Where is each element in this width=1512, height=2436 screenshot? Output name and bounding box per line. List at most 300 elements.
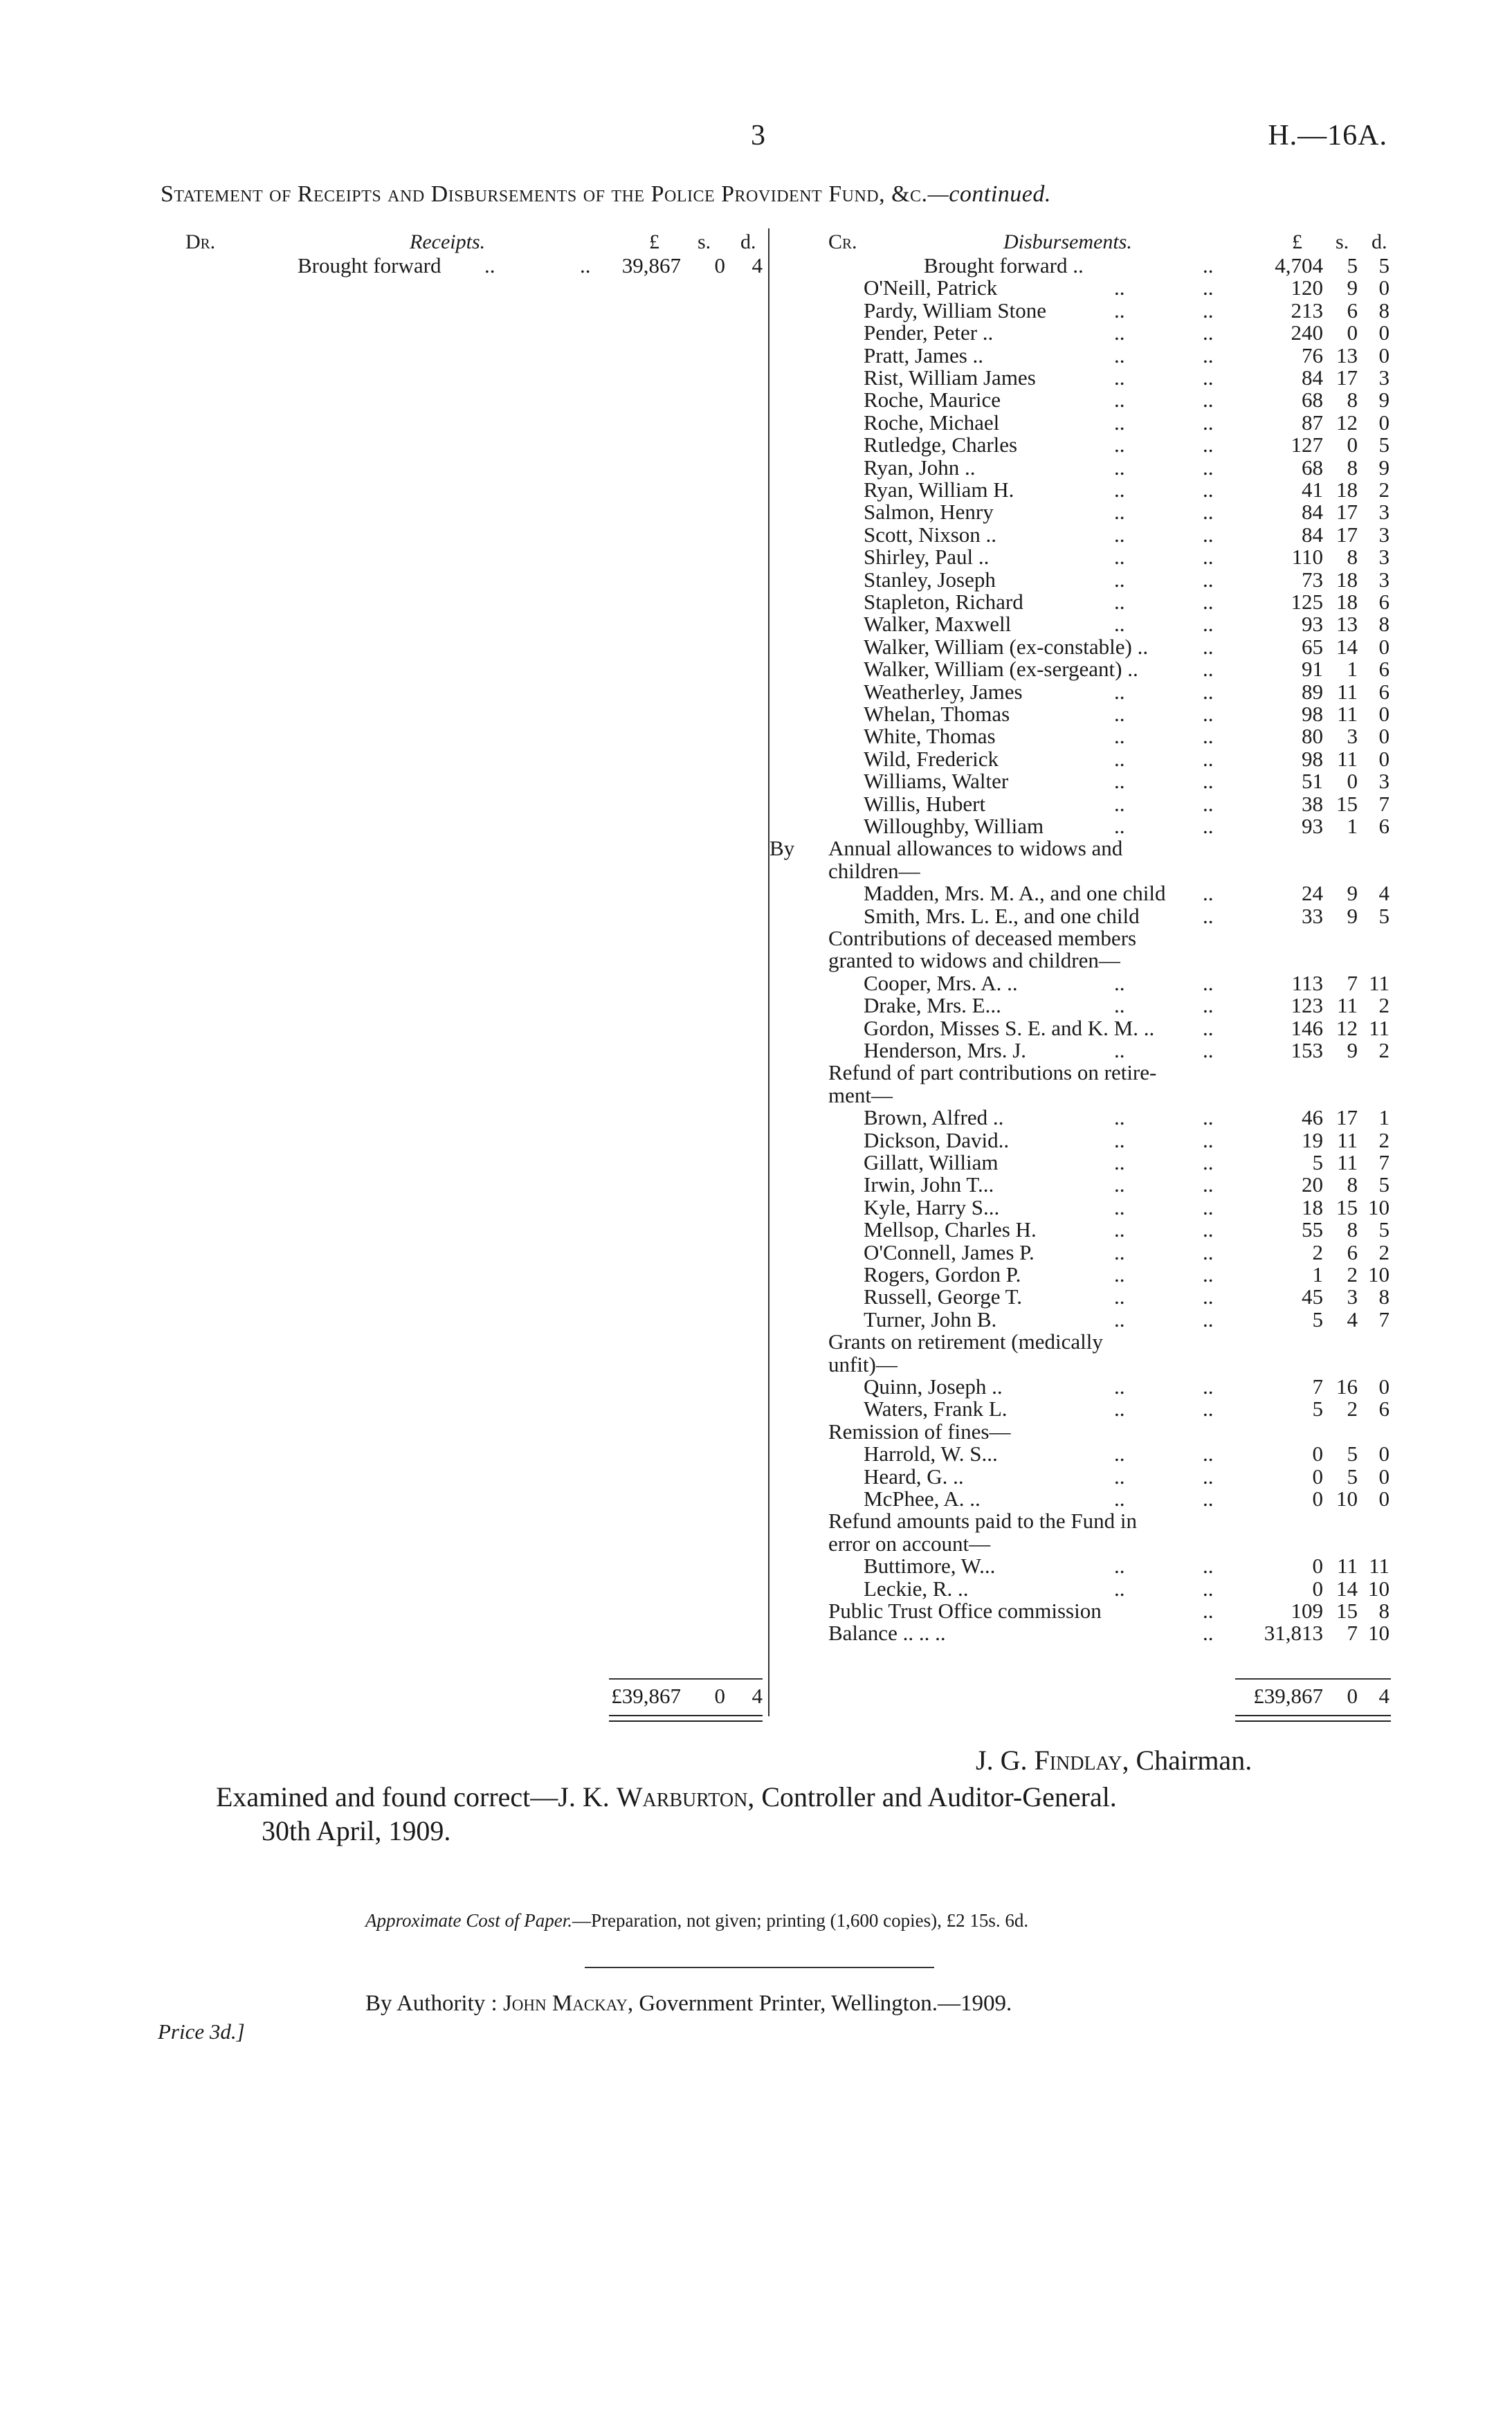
leader-dots: .. <box>1114 1576 1125 1601</box>
amount-pounds: 20 <box>1302 1172 1323 1197</box>
disbursement-row <box>0 635 1512 657</box>
leader-dots: .. <box>1203 679 1214 704</box>
disbursement-label: Walker, William (ex-sergeant) .. <box>864 657 1138 682</box>
leader-dots: .. <box>1114 500 1125 525</box>
leader-dots: .. <box>1203 522 1214 547</box>
amount-pounds: 80 <box>1302 724 1323 749</box>
disbursement-row <box>0 1464 1512 1487</box>
amount-pence: 3 <box>1378 522 1390 547</box>
amount-pence: 1 <box>1378 1105 1390 1130</box>
amount-pounds: 2 <box>1312 1239 1323 1264</box>
amount-pounds: 93 <box>1302 612 1323 637</box>
disbursement-label: Shirley, Paul .. <box>864 545 990 570</box>
amount-shillings: 5 <box>1347 253 1358 278</box>
amount-shillings: 1 <box>1347 657 1358 682</box>
disbursement-label: unfit)— <box>828 1352 898 1376</box>
disbursement-row <box>0 433 1512 455</box>
disbursement-row <box>0 1195 1512 1218</box>
disbursement-heading-row <box>0 859 1512 882</box>
leader-dots: .. <box>1203 410 1214 435</box>
disbursement-row <box>0 724 1512 747</box>
amount-pence: 0 <box>1378 1374 1390 1399</box>
disbursement-heading-row <box>0 1083 1512 1106</box>
disbursement-label: Quinn, Joseph .. <box>864 1374 1003 1399</box>
disbursement-row <box>0 1599 1512 1621</box>
disbursement-label: Harrold, W. S... <box>864 1442 998 1466</box>
amount-pence: 11 <box>1369 1554 1390 1579</box>
amount-shillings: 9 <box>1347 903 1358 928</box>
disbursement-row <box>0 1307 1512 1330</box>
amount-shillings: 8 <box>1347 1217 1358 1242</box>
page-title <box>161 181 1392 208</box>
amount-pence: 3 <box>1378 769 1390 794</box>
disbursement-row <box>0 769 1512 792</box>
amount-shillings: 15 <box>1336 1194 1358 1219</box>
disbursement-row <box>0 792 1512 815</box>
amount-pence: 2 <box>1378 1239 1390 1264</box>
amount-pence: 0 <box>1378 702 1390 726</box>
disbursement-row <box>0 904 1512 927</box>
amount-pence: 2 <box>1378 1038 1390 1062</box>
amount-pounds: 213 <box>1291 298 1323 322</box>
amount-shillings: 11 <box>1337 1127 1358 1152</box>
leader-dots: .. <box>1114 1150 1125 1174</box>
amount-pence: 10 <box>1368 1194 1390 1219</box>
disbursement-label: White, Thomas <box>864 724 996 749</box>
amount-pence: 8 <box>1378 1599 1390 1623</box>
debit-label: Dr. <box>185 230 216 253</box>
disbursement-row <box>0 881 1512 904</box>
disbursement-label: children— <box>828 858 920 883</box>
leader-dots: .. <box>1114 410 1125 435</box>
amount-pounds: 146 <box>1291 1015 1323 1040</box>
amount-shillings: 2 <box>1347 1262 1358 1287</box>
amount-pounds: 73 <box>1302 567 1323 592</box>
leader-dots: .. <box>1203 545 1214 570</box>
disbursement-heading-row <box>0 1060 1512 1083</box>
amount-pence: 0 <box>1378 1464 1390 1489</box>
title-suffix: —continued. <box>927 181 1051 207</box>
leader-dots: .. <box>1203 275 1214 300</box>
receipts-sum-rule <box>609 1678 763 1680</box>
disbursement-row <box>0 343 1512 366</box>
disbursement-row <box>0 971 1512 994</box>
disbursement-row <box>0 1442 1512 1464</box>
leader-dots: .. <box>1203 1127 1214 1152</box>
disbursement-label: Pender, Peter .. <box>864 320 994 345</box>
leader-dots: .. <box>1114 522 1125 547</box>
chairman-name: J. G. Findlay, <box>976 1745 1129 1776</box>
disbursement-label: Cooper, Mrs. A. .. <box>864 970 1018 995</box>
disbursement-row <box>0 545 1512 570</box>
disbursement-label: Waters, Frank L. <box>864 1397 1008 1421</box>
disbursement-row <box>0 365 1512 388</box>
amount-pounds: 46 <box>1302 1105 1323 1130</box>
audit-date: 30th April, 1909. <box>262 1815 451 1846</box>
amount-shillings: 7 <box>1347 970 1358 995</box>
disbursement-label: Roche, Michael <box>864 410 1000 435</box>
disbursement-label: Kyle, Harry S... <box>864 1194 1000 1219</box>
leader-dots: .. <box>1203 814 1214 838</box>
amount-shillings: 11 <box>1337 1554 1358 1579</box>
leader-dots: .. <box>1114 1442 1125 1466</box>
amount-shillings: 3 <box>1347 724 1358 749</box>
leader-dots: .. <box>1114 545 1125 570</box>
disbursement-label: Walker, William (ex-constable) .. <box>864 634 1149 659</box>
amount-shillings: 1 <box>1347 814 1358 838</box>
amount-pounds: 87 <box>1302 410 1323 435</box>
disbursement-label: Pardy, William Stone <box>864 298 1046 322</box>
disbursement-row <box>0 410 1512 433</box>
amount-pounds: 84 <box>1302 365 1323 390</box>
amount-shillings: 11 <box>1337 702 1358 726</box>
amount-shillings: 12 <box>1336 1015 1358 1040</box>
amount-pounds: 24 <box>1302 881 1323 906</box>
leader-dots: .. <box>1203 746 1214 771</box>
leader-dots: .. <box>1203 1397 1214 1421</box>
disbursement-label: Annual allowances to widows and <box>828 836 1123 861</box>
leader-dots: .. <box>1203 478 1214 502</box>
disbursement-row <box>0 1240 1512 1263</box>
disbursement-row <box>0 1374 1512 1397</box>
leader-dots: .. <box>1114 746 1125 771</box>
leader-dots: .. <box>1114 791 1125 816</box>
disbursement-label: Rist, William James <box>864 365 1036 390</box>
amount-shillings: 8 <box>1347 455 1358 480</box>
disbursement-label: ment— <box>828 1082 893 1107</box>
disbursement-row <box>0 567 1512 590</box>
disbursement-label: Pratt, James .. <box>864 343 984 367</box>
amount-pence: 3 <box>1378 545 1390 570</box>
audit-suffix: Controller and Auditor-General. <box>754 1781 1117 1812</box>
amount-shillings: 11 <box>1337 746 1358 771</box>
disbursement-row <box>0 1487 1512 1509</box>
leader-dots: .. <box>1114 1374 1125 1399</box>
leader-dots: .. <box>1114 1194 1125 1219</box>
amount-pence: 0 <box>1378 746 1390 771</box>
leader-dots: .. <box>1203 1194 1214 1219</box>
amount-pence: 3 <box>1378 500 1390 525</box>
cost-label: Approximate Cost of Paper. <box>365 1910 572 1931</box>
disbursement-label: Scott, Nixson .. <box>864 522 997 547</box>
disbursements-total-pence: 4 <box>1378 1684 1390 1708</box>
audit-statement <box>216 1781 1117 1813</box>
disbursement-row <box>0 1150 1512 1173</box>
amount-shillings: 9 <box>1347 1038 1358 1062</box>
amount-pounds: 68 <box>1302 388 1323 412</box>
disbursement-label: Refund of part contributions on retire- <box>828 1060 1157 1085</box>
amount-pence: 3 <box>1378 567 1390 592</box>
cost-text: —Preparation, not given; printing (1,600 copies), £2 15s. 6d. <box>572 1910 1029 1931</box>
amount-shillings: 3 <box>1347 1284 1358 1309</box>
amount-pounds: 89 <box>1302 679 1323 704</box>
amount-pence: 2 <box>1378 1127 1390 1152</box>
amount-pounds: 7 <box>1312 1374 1323 1399</box>
disbursement-label: Ryan, William H. <box>864 478 1014 502</box>
amount-pence: 0 <box>1378 1442 1390 1466</box>
disbursement-row <box>0 455 1512 478</box>
amount-pounds: 41 <box>1302 478 1323 502</box>
disbursement-label: Drake, Mrs. E... <box>864 993 1001 1018</box>
leader-dots: .. <box>1114 1554 1125 1579</box>
disbursement-row <box>0 1576 1512 1599</box>
leader-dots: .. <box>1203 769 1214 794</box>
leader-dots: .. <box>1203 1554 1214 1579</box>
amount-shillings: 14 <box>1336 634 1358 659</box>
leader-dots: .. <box>1203 1374 1214 1399</box>
amount-pounds: 110 <box>1291 545 1323 570</box>
leader-dots: .. <box>1114 365 1125 390</box>
amount-pounds: 19 <box>1302 1127 1323 1152</box>
receipts-total-shillings: 0 <box>714 1684 725 1708</box>
leader-dots: .. <box>1114 1487 1125 1511</box>
amount-pounds: 1 <box>1312 1262 1323 1287</box>
disbursement-row <box>0 1621 1512 1644</box>
leader-dots: .. <box>1203 1599 1214 1623</box>
disbursement-label: Willoughby, William <box>864 814 1044 838</box>
amount-pounds: 113 <box>1291 970 1323 995</box>
amount-shillings: 13 <box>1336 612 1358 637</box>
disbursement-row <box>0 612 1512 635</box>
amount-shillings: 18 <box>1336 478 1358 502</box>
disbursement-label: error on account— <box>828 1531 991 1556</box>
amount-shillings: 6 <box>1347 1239 1358 1264</box>
receipts-double-rule-bottom <box>609 1720 763 1722</box>
amount-pounds: 0 <box>1312 1554 1323 1579</box>
shillings-header: s. <box>1336 230 1349 253</box>
leader-dots: .. <box>1114 1172 1125 1197</box>
amount-pounds: 65 <box>1302 634 1323 659</box>
amount-pence: 8 <box>1378 298 1390 322</box>
amount-pence: 2 <box>1378 993 1390 1018</box>
amount-shillings: 12 <box>1336 410 1358 435</box>
disbursement-label: Refund amounts paid to the Fund in <box>828 1509 1138 1534</box>
leader-dots: .. <box>1114 1397 1125 1421</box>
printer-name: John Mackay, <box>502 1991 634 2016</box>
leader-dots: .. <box>1203 1172 1214 1197</box>
leader-dots: .. <box>1203 1105 1214 1130</box>
disbursement-heading-row <box>0 1329 1512 1352</box>
disbursement-label: Salmon, Henry <box>864 500 994 525</box>
amount-shillings: 14 <box>1336 1576 1358 1601</box>
leader-dots: .. <box>1114 1307 1125 1331</box>
amount-pence: 5 <box>1378 903 1390 928</box>
amount-shillings: 13 <box>1336 343 1358 367</box>
disbursement-label: Balance .. .. .. <box>828 1621 946 1646</box>
disbursement-label: Roche, Maurice <box>864 388 1001 412</box>
amount-shillings: 11 <box>1337 993 1358 1018</box>
leader-dots: .. <box>1114 1038 1125 1062</box>
disbursement-label: Public Trust Office commission <box>828 1599 1102 1623</box>
amount-pence: 0 <box>1378 724 1390 749</box>
receipts-bf-pounds: 39,867 <box>621 253 681 278</box>
disbursement-label: Mellsop, Charles H. <box>864 1217 1037 1242</box>
leader-dots: .. <box>1203 791 1214 816</box>
disbursement-heading-row <box>0 926 1512 949</box>
disbursement-label: Stanley, Joseph <box>864 567 996 592</box>
amount-shillings: 9 <box>1347 881 1358 906</box>
disbursement-label: Gordon, Misses S. E. and K. M. .. <box>864 1015 1155 1040</box>
disbursement-row <box>0 993 1512 1016</box>
amount-shillings: 5 <box>1347 1464 1358 1489</box>
amount-pence: 0 <box>1378 320 1390 345</box>
amount-pence: 10 <box>1368 1262 1390 1287</box>
disbursement-row <box>0 814 1512 837</box>
leader-dots: .. <box>1203 320 1214 345</box>
leader-dots: .. <box>1203 253 1214 278</box>
amount-pounds: 93 <box>1302 814 1323 838</box>
leader-dots: .. <box>1203 970 1214 995</box>
disbursement-label: Heard, G. .. <box>864 1464 964 1489</box>
disbursement-label: Stapleton, Richard <box>864 590 1023 614</box>
disbursement-row <box>0 1284 1512 1307</box>
amount-pounds: 68 <box>1302 455 1323 480</box>
amount-shillings: 15 <box>1336 1599 1358 1623</box>
printer-authority <box>365 1991 1012 2017</box>
disbursement-row <box>0 275 1512 298</box>
disbursement-row <box>0 253 1512 276</box>
amount-pence: 11 <box>1369 1015 1390 1040</box>
amount-pounds: 0 <box>1312 1464 1323 1489</box>
amount-pounds: 45 <box>1302 1284 1323 1309</box>
leader-dots: .. <box>1114 1239 1125 1264</box>
leader-dots: .. <box>1114 388 1125 412</box>
shillings-header: s. <box>698 230 711 253</box>
disbursement-row <box>0 1128 1512 1151</box>
leader-dots: .. <box>1114 993 1125 1018</box>
disbursement-label: Wild, Frederick <box>864 746 999 771</box>
footer-rule <box>585 1967 934 1968</box>
receipts-heading: Receipts. <box>410 230 486 253</box>
chairman-role: Chairman. <box>1136 1745 1253 1776</box>
amount-shillings: 8 <box>1347 388 1358 412</box>
leader-dots: .. <box>1114 1262 1125 1287</box>
leader-dots: .. <box>1203 343 1214 367</box>
disbursement-label: Rutledge, Charles <box>864 433 1018 457</box>
amount-pounds: 127 <box>1291 433 1323 457</box>
amount-pence: 2 <box>1378 478 1390 502</box>
amount-pounds: 123 <box>1291 993 1323 1018</box>
page-number: 3 <box>751 120 765 152</box>
amount-shillings: 5 <box>1347 1442 1358 1466</box>
disbursement-row <box>0 522 1512 545</box>
amount-shillings: 17 <box>1336 365 1358 390</box>
chairman-signature <box>976 1744 1252 1776</box>
leader-dots: .. <box>1114 1127 1125 1152</box>
disbursement-label: Weatherley, James <box>864 679 1023 704</box>
leader-dots: .. <box>1203 1239 1214 1264</box>
disbursement-heading-row <box>0 1509 1512 1534</box>
amount-pounds: 5 <box>1312 1150 1323 1174</box>
leader-dots: .. <box>1203 298 1214 322</box>
amount-pounds: 0 <box>1312 1442 1323 1466</box>
leader-dots: .. <box>1203 455 1214 480</box>
amount-pounds: 38 <box>1302 791 1323 816</box>
amount-pounds: 5 <box>1312 1397 1323 1421</box>
leader-dots: .. <box>1203 1015 1214 1040</box>
leader-dots: .. <box>1114 433 1125 457</box>
document-reference: H.—16A. <box>1268 120 1387 152</box>
leader-dots: .. <box>1203 1262 1214 1287</box>
amount-shillings: 6 <box>1347 298 1358 322</box>
disbursement-label: Willis, Hubert <box>864 791 986 816</box>
receipts-double-rule-top <box>609 1715 763 1716</box>
leader-dots: .. <box>1114 275 1125 300</box>
authority-prefix: By Authority : <box>365 1991 503 2016</box>
leader-dots: .. <box>1203 634 1214 659</box>
amount-shillings: 15 <box>1336 791 1358 816</box>
amount-shillings: 17 <box>1336 1105 1358 1130</box>
amount-pence: 0 <box>1378 1487 1390 1511</box>
amount-shillings: 18 <box>1336 590 1358 614</box>
leader-dots: .. <box>1114 814 1125 838</box>
disbursement-heading-row <box>0 948 1512 971</box>
disbursement-label: Whelan, Thomas <box>864 702 1010 726</box>
credit-label: Cr. <box>828 230 857 253</box>
disbursements-total-shillings: 0 <box>1347 1684 1358 1708</box>
leader-dots: .. <box>1114 1284 1125 1309</box>
amount-pounds: 0 <box>1312 1576 1323 1601</box>
leader-dots: .. <box>1114 679 1125 704</box>
disbursement-label: Ryan, John .. <box>864 455 976 480</box>
cost-of-paper <box>365 1910 1028 1931</box>
amount-pounds: 84 <box>1302 522 1323 547</box>
disbursement-row <box>0 1038 1512 1061</box>
amount-shillings: 17 <box>1336 500 1358 525</box>
disbursement-label: O'Connell, James P. <box>864 1239 1035 1264</box>
amount-pence: 8 <box>1378 1284 1390 1309</box>
price-label: Price 3d.] <box>158 2019 245 2044</box>
amount-pence: 5 <box>1378 1172 1390 1197</box>
receipts-total-pounds: £39,867 <box>611 1684 681 1708</box>
disbursement-label: McPhee, A. .. <box>864 1487 981 1511</box>
disbursement-label: Leckie, R. .. <box>864 1576 969 1601</box>
amount-pounds: 4,704 <box>1275 253 1323 278</box>
pence-header: d. <box>740 230 756 253</box>
leader-dots: .. <box>1203 567 1214 592</box>
disbursement-label: Irwin, John T... <box>864 1172 994 1197</box>
amount-pence: 0 <box>1378 343 1390 367</box>
amount-pence: 0 <box>1378 275 1390 300</box>
amount-pence: 9 <box>1378 455 1390 480</box>
leader-dots: .. <box>1203 1038 1214 1062</box>
leader-dots: .. <box>1114 298 1125 322</box>
amount-pounds: 91 <box>1302 657 1323 682</box>
amount-pence: 6 <box>1378 679 1390 704</box>
disbursement-label: Remission of fines— <box>828 1419 1011 1444</box>
amount-pounds: 125 <box>1291 590 1323 614</box>
leader-dots: .. <box>1114 1105 1125 1130</box>
disbursement-label: Grants on retirement (medically <box>828 1329 1103 1354</box>
amount-pounds: 240 <box>1291 320 1323 345</box>
amount-pounds: 153 <box>1291 1038 1323 1062</box>
amount-shillings: 7 <box>1347 1621 1358 1646</box>
amount-pence: 6 <box>1378 657 1390 682</box>
disbursement-label: Contributions of deceased members <box>828 926 1137 950</box>
leader-dots: .. <box>1114 455 1125 480</box>
disbursement-row <box>0 1397 1512 1419</box>
disbursements-sum-rule <box>1235 1678 1391 1680</box>
disbursement-heading-row <box>0 1531 1512 1554</box>
leader-dots: .. <box>1114 1217 1125 1242</box>
leader-dots: .. <box>1114 343 1125 367</box>
amount-pence: 0 <box>1378 634 1390 659</box>
disbursement-label: Henderson, Mrs. J. <box>864 1038 1027 1062</box>
amount-shillings: 8 <box>1347 1172 1358 1197</box>
disbursements-double-rule-bottom <box>1235 1720 1391 1722</box>
disbursement-row <box>0 680 1512 702</box>
leader-dots: .. <box>1203 1442 1214 1466</box>
